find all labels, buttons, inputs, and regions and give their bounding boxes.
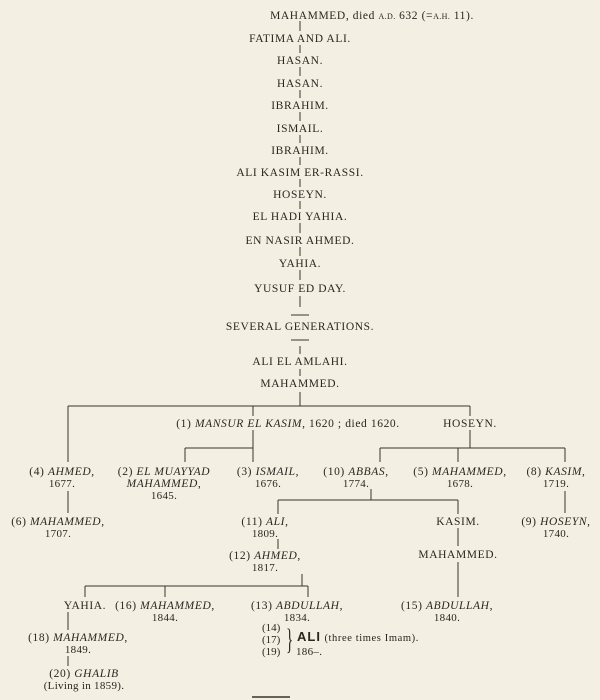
node-name: MAHAMMED xyxy=(431,466,504,478)
node-several-generations: SEVERAL GENERATIONS. xyxy=(225,321,375,333)
node-note: (three times Imam). xyxy=(324,633,419,644)
node-name: AHMED xyxy=(254,550,298,562)
node-name: EL MUAYYAD xyxy=(136,466,211,478)
node-number: (3) xyxy=(236,466,253,478)
node-ghalib-20 xyxy=(44,668,125,692)
node-year: 1849. xyxy=(64,644,92,656)
node-hasan-1: HASAN. xyxy=(276,55,324,67)
node-number: (10) xyxy=(323,466,345,478)
node-mahammed-16: (16) MAHAMMED, 1844. xyxy=(115,600,215,624)
node-abdullah-13: (13) ABDULLAH, 1834. xyxy=(250,600,344,624)
node-imam-numbers xyxy=(262,623,280,657)
node-number: (13) xyxy=(250,600,273,612)
node-number: (14) xyxy=(262,622,281,634)
node-note: 11). xyxy=(450,10,474,22)
node-number: (12) xyxy=(229,550,251,562)
node-note: , died xyxy=(345,10,379,22)
node-mahammed: MAHAMMED. xyxy=(418,549,498,561)
node-name: ALI xyxy=(297,629,321,644)
node-name: MAHAMMED xyxy=(29,516,102,528)
node-name: AHMED xyxy=(47,466,92,478)
node-mahammed-18: (18) MAHAMMED, 1849. xyxy=(28,632,128,656)
node-name: MANSUR EL KASIM xyxy=(194,418,303,430)
node-number: (16) xyxy=(115,600,137,612)
node-ahmed-12: (12) AHMED, 1817. xyxy=(229,550,301,574)
node-name: HOSEYN xyxy=(540,516,588,528)
node-ali-year: 186–. xyxy=(296,646,323,658)
node-en-nasir-ahmed: EN NASIR AHMED. xyxy=(245,235,355,247)
node-kasim: KASIM. xyxy=(436,516,480,528)
node-name: ABDULLAH xyxy=(275,600,340,612)
node-ismail: ISMAIL. xyxy=(276,123,324,135)
node-hoseyn-branch: HOSEYN. xyxy=(443,418,497,430)
node-name: MAHAMMED xyxy=(140,600,212,612)
node-number: (9) xyxy=(521,516,537,528)
node-name: KASIM xyxy=(545,466,583,478)
node-number: (18) xyxy=(28,632,50,644)
node-number: (20) xyxy=(49,668,71,680)
node-number: (1) xyxy=(176,418,192,430)
node-kasim-8: (8) KASIM, 1719. xyxy=(526,466,586,490)
node-name: ABDULLAH xyxy=(425,600,490,612)
node-name: GHALIB xyxy=(74,668,119,680)
node-hoseyn-9: (9) HOSEYN, 1740. xyxy=(521,516,591,540)
node-note: 632 (= xyxy=(395,10,434,22)
node-year: 1676. xyxy=(254,478,282,490)
node-year: 1677. xyxy=(48,478,76,490)
node-year: 1840. xyxy=(433,612,461,624)
node-ahmed-4: (4) AHMED, 1677. xyxy=(29,466,95,490)
node-year: 1740. xyxy=(542,528,570,540)
node-abdullah-15: (15) ABDULLAH, 1840. xyxy=(400,600,494,624)
node-year: 1817. xyxy=(251,562,279,574)
node-yusuf-ed-day: YUSUF ED DAY. xyxy=(254,283,346,295)
brace-glyph: } xyxy=(286,623,294,656)
node-mahammed-5: (5) MAHAMMED, 1678. xyxy=(413,466,507,490)
node-number: (6) xyxy=(11,516,27,528)
node-ibrahim-1: IBRAHIM. xyxy=(271,100,329,112)
era-label: A.H. xyxy=(433,12,451,21)
node-name: ABBAS xyxy=(348,466,386,478)
node-year: 1774. xyxy=(342,478,370,490)
node-ali-el-amlahi: ALI EL AMLAHI. xyxy=(252,356,348,368)
node-year: 1844. xyxy=(151,612,179,624)
node-fatima-and-ali: FATIMA AND ALI. xyxy=(249,33,351,45)
node-number: (17) xyxy=(262,634,281,646)
node-ali-11: (11) ALI, 1809. xyxy=(241,516,289,540)
node-ali-kasim-er-rassi: ALI KASIM ER-RASSI. xyxy=(236,167,364,179)
node-number: (15) xyxy=(400,600,423,612)
node-ismail-3: (3) ISMAIL, 1676. xyxy=(236,466,300,490)
node-mahammed-gen: MAHAMMED. xyxy=(260,378,340,390)
node-dates: , 1620 ; died 1620. xyxy=(302,418,400,430)
node-year: 1719. xyxy=(542,478,570,490)
era-label: A.D. xyxy=(378,12,396,21)
node-name: ALI xyxy=(266,516,286,528)
node-number: (19) xyxy=(262,646,281,658)
node-ali-imam xyxy=(297,631,419,645)
node-year: 1645. xyxy=(150,490,178,502)
node-mansur-el-kasim xyxy=(176,418,400,430)
node-number: (8) xyxy=(526,466,542,478)
node-number: (11) xyxy=(241,516,263,528)
node-mahammed-6: (6) MAHAMMED, 1707. xyxy=(11,516,105,540)
node-number: (2) xyxy=(117,466,134,478)
node-note: (Living in 1859). xyxy=(43,680,125,692)
node-name: ISMAIL xyxy=(255,466,296,478)
node-name: MAHAMMED xyxy=(53,632,125,644)
node-year: 1707. xyxy=(44,528,72,540)
node-yahia-lower: YAHIA. xyxy=(63,600,107,612)
node-number: (5) xyxy=(413,466,429,478)
node-year: 1809. xyxy=(251,528,279,540)
node-ibrahim-2: IBRAHIM. xyxy=(271,145,329,157)
node-year: 1834. xyxy=(283,612,311,624)
node-name: MAHAMMED xyxy=(270,10,346,22)
node-el-hadi-yahia: EL HADI YAHIA. xyxy=(252,211,348,223)
node-number: (4) xyxy=(29,466,45,478)
node-hasan-2: HASAN. xyxy=(276,78,324,90)
node-abbas-10: (10) ABBAS, 1774. xyxy=(323,466,389,490)
node-name: MAHAMMED xyxy=(126,478,198,490)
node-el-muayyad-mahammed-2: (2) EL MUAYYAD MAHAMMED, 1645. xyxy=(117,466,211,502)
node-mahammed-founder xyxy=(270,10,474,23)
node-yahia: YAHIA. xyxy=(278,258,322,270)
node-year: 1678. xyxy=(446,478,474,490)
node-hoseyn: HOSEYN. xyxy=(273,189,327,201)
